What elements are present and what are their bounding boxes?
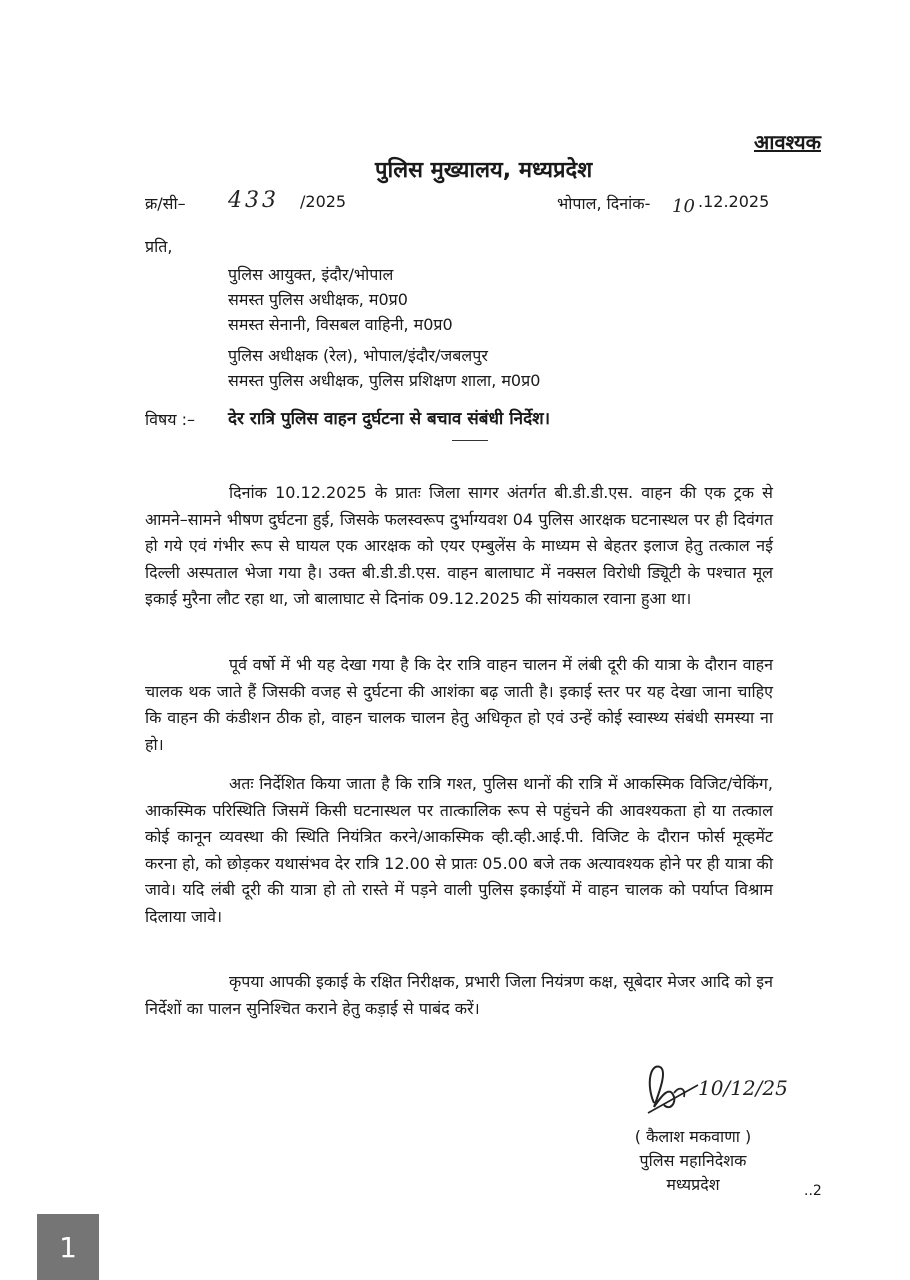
handwritten-signature	[640, 1055, 790, 1120]
subject-label: विषय :–	[145, 410, 196, 429]
subject-text: देर रात्रि पुलिस वाहन दुर्घटना से बचाव संबंधी निर्देश।	[228, 409, 551, 429]
date-place: भोपाल, दिनांक-	[557, 194, 651, 213]
reference-prefix: क्र/सी–	[145, 194, 186, 213]
addressee-list	[228, 262, 540, 393]
addressee: समस्त पुलिस अधीक्षक, पुलिस प्रशिक्षण शाला, म0प्र0	[228, 371, 541, 390]
reference-year: /2025	[300, 192, 347, 211]
body-paragraph-4: कृपया आपकी इकाई के रक्षित निरीक्षक, प्रभारी जिला नियंत्रण कक्ष, सूबेदार मेजर आदि को इन निर्देशों का पालन सुनिश्चित कराने हेतु कड़ाई से पाबंद करें।	[145, 972, 773, 1018]
date-month-year: .12.2025	[698, 192, 770, 211]
body-paragraph-2: पूर्व वर्षो में भी यह देखा गया है कि देर रात्रि वाहन चालन में लंबी दूरी की यात्रा के दौरान वाहन चालक थक जाते हैं जिसकी वजह से दुर्घटना की आशंका बढ़ जाती है। इकाई स्तर पर यह देखा जाना चाहिए कि वाहन की कंडीशन ठीक हो, वाहन चालक चालन हेतु अधिकृत हो एवं उन्हें कोई स्वास्थ्य संबंधी समस्या ना हो।	[145, 655, 773, 754]
subject-underline	[452, 440, 488, 441]
reference-number-handwritten: 433	[228, 188, 279, 213]
office-heading: पुलिस मुख्यालय, मध्यप्रदेश	[375, 158, 593, 183]
body-paragraph-1: दिनांक 10.12.2025 के प्रातः जिला सागर अंतर्गत बी.डी.डी.एस. वाहन की एक ट्रक से आमने–सामने भीषण दुर्घटना हुई, जिसके फलस्वरूप दुर्भाग्यवश 04 पुलिस आरक्षक घटनास्थल पर ही दिवंगत हो गये एवं गंभीर रूप से घायल एक आरक्षक को एयर एम्बुलेंस के माध्यम से बेहतर इलाज हेतु तत्काल नई दिल्ली अस्पताल भेजा गया है। उक्त बी.डी.डी.एस. वाहन बालाघाट में नक्सल विरोधी ड्यिूटी के पश्चात मूल इकाई मुरैना लौट रहा था, जो बालाघाट से दिनांक 09.12.2025 की सांयकाल रवाना हुआ था।	[145, 483, 773, 608]
signatory-state: मध्यप्रदेश	[666, 1175, 720, 1194]
date-day-handwritten: 10	[672, 196, 695, 217]
addressee: पुलिस आयुक्त, इंदौर/भोपाल	[228, 265, 394, 284]
addressee: समस्त सेनानी, विसबल वाहिनी, म0प्र0	[228, 315, 453, 334]
addressee: पुलिस अधीक्षक (रेल), भोपाल/इंदौर/जबलपुर	[228, 346, 488, 365]
signatory-designation: पुलिस महानिदेशक	[639, 1151, 747, 1170]
body-paragraph-3: अतः निर्देशित किया जाता है कि रात्रि गश्त, पुलिस थानों की रात्रि में आकस्मिक विजिट/चेकिंग, आकस्मिक परिस्थिति जिसमें किसी घटनास्थल पर तात्कालिक रूप से पहुंचने की आवश्यकता हो या तत्काल कोई कानून व्यवस्था की स्थिति नियंत्रित करने/आकस्मिक व्ही.व्ही.आई.पी. विजिट के दौरान फोर्स मूव्हमेंट करना हो, को छोड़कर यथासंभव देर रात्रि 12.00 से प्रातः 05.00 बजे तक अत्यावश्यक होने पर ही यात्रा की जावे। यदि लंबी दूरी की यात्रा हो तो रास्ते में पड़ने वाली पुलिस इकाईयों में वाहन चालक को पर्याप्त विश्राम दिलाया जावे।	[145, 774, 773, 926]
signatory-name: ( कैलाश मकवाणा )	[634, 1127, 752, 1146]
to-label: प्रति,	[145, 237, 173, 256]
continuation-marker: ..2	[804, 1183, 822, 1199]
signatory-block	[613, 1125, 773, 1197]
urgency-label: आवश्यक	[754, 130, 822, 154]
signature-date: 10/12/25	[698, 1076, 788, 1100]
addressee: समस्त पुलिस अधीक्षक, म0प्र0	[228, 290, 408, 309]
page-number-badge[interactable]: 1	[37, 1214, 99, 1280]
